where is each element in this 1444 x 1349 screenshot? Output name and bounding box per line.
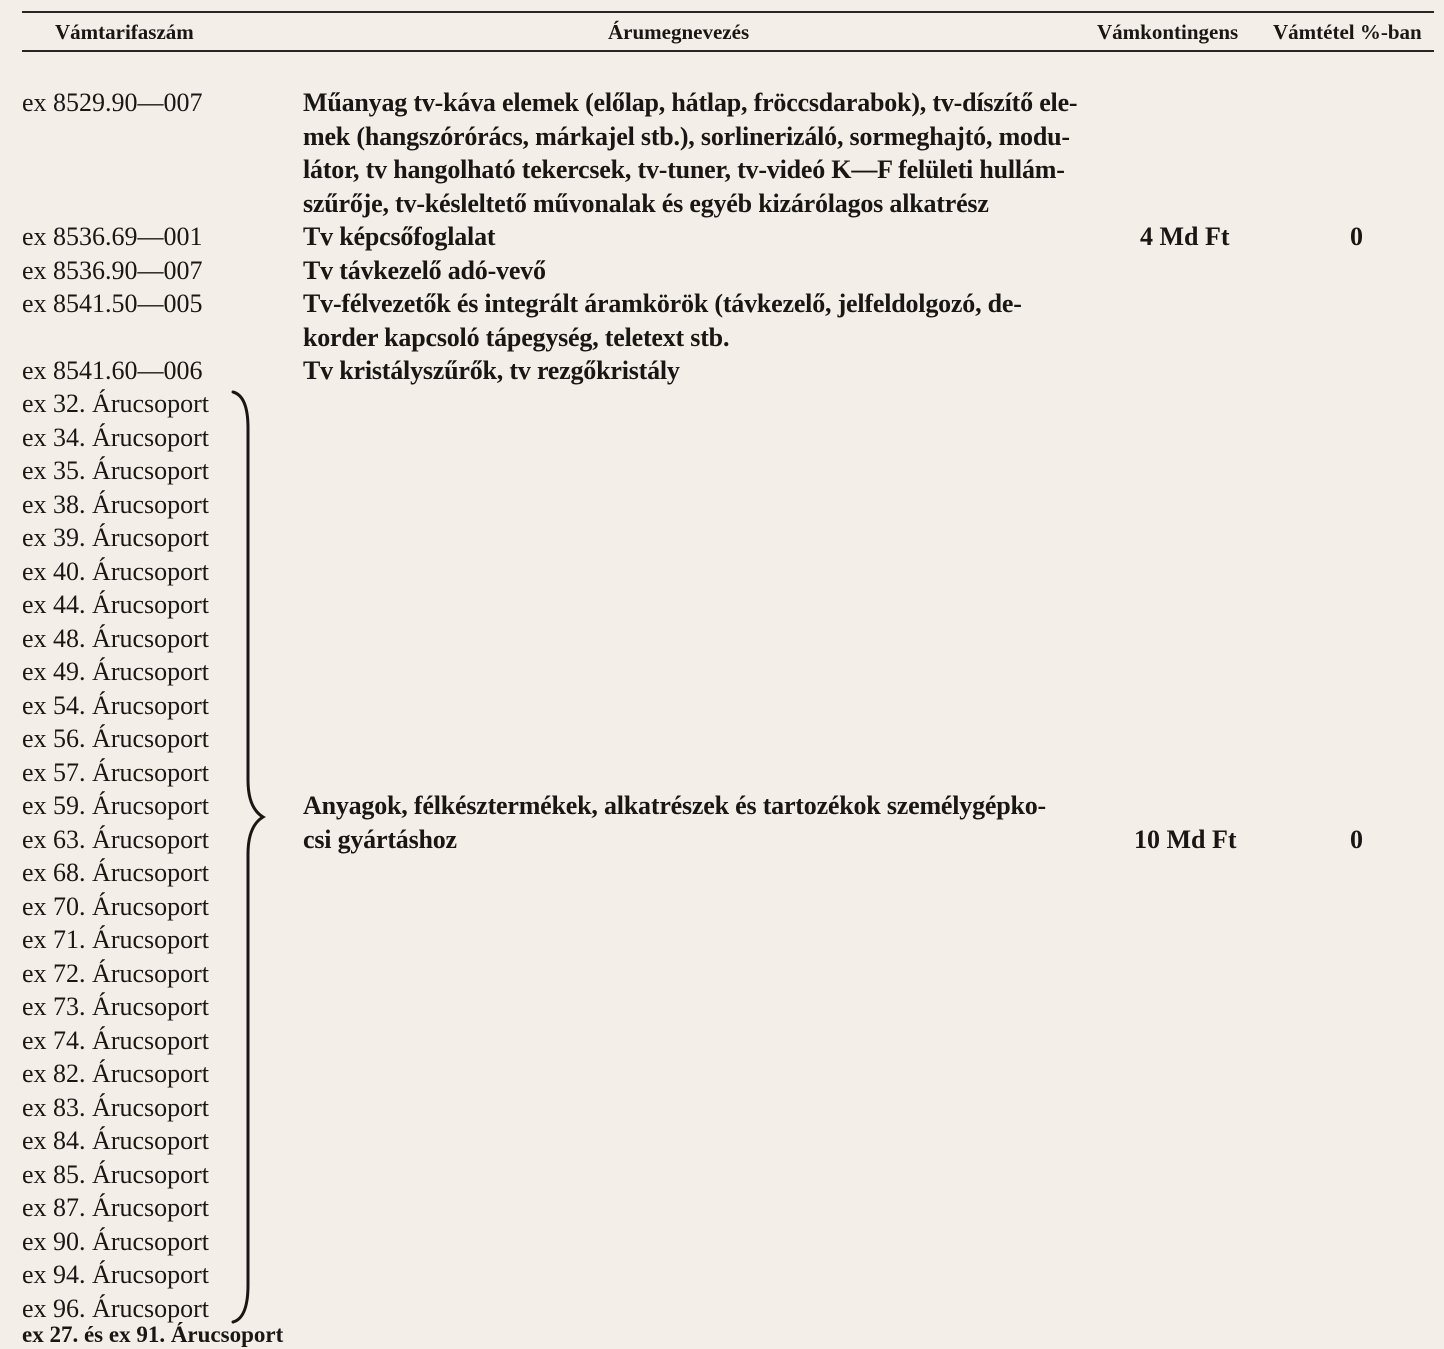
tariff-code: ex 8536.90—007 — [22, 255, 203, 285]
group-code: ex 82. Árucsoport — [22, 1059, 210, 1088]
description-line: szűrője, tv-késleltető művonalak és egyéb kizárólagos alkatrész — [303, 188, 989, 218]
header-rule — [22, 50, 1434, 52]
tariff-code: ex 8541.60—006 — [22, 356, 203, 385]
group-code: ex 57. Árucsoport — [22, 757, 210, 787]
group-code: ex 44. Árucsoport — [22, 590, 210, 619]
tariff-code: ex 8536.69—001 — [22, 222, 203, 251]
group-code: ex 39. Árucsoport — [22, 523, 210, 552]
tariff-code: ex 8541.50—005 — [22, 289, 203, 318]
group-code: ex 38. Árucsoport — [22, 489, 210, 519]
header-rate: Vámtétel %-ban — [1273, 20, 1422, 44]
top-rule — [22, 11, 1434, 13]
description-line: Tv képcsőfoglalat — [303, 222, 496, 251]
group-code: ex 40. Árucsoport — [22, 556, 210, 586]
curly-brace — [230, 390, 270, 1325]
group-code: ex 85. Árucsoport — [22, 1159, 210, 1189]
group-code: ex 94. Árucsoport — [22, 1260, 210, 1289]
rate-value: 0 — [1350, 824, 1363, 854]
group-code: ex 96. Árucsoport — [22, 1293, 210, 1323]
description-line: korder kapcsoló tápegység, teletext stb. — [303, 322, 730, 352]
group-code: ex 72. Árucsoport — [22, 958, 210, 988]
group-code: ex 54. Árucsoport — [22, 690, 210, 720]
group-code: ex 59. Árucsoport — [22, 791, 210, 820]
description-line: Tv kristályszűrők, tv rezgőkristály — [303, 356, 680, 385]
group-code: ex 74. Árucsoport — [22, 1025, 210, 1055]
description-line: Műanyag tv-káva elemek (előlap, hátlap, fröccsdarabok), tv-díszítő ele- — [303, 88, 1078, 117]
group-code: ex 32. Árucsoport — [22, 389, 210, 418]
group-code: ex 63. Árucsoport — [22, 824, 210, 854]
group-code: ex 34. Árucsoport — [22, 422, 210, 452]
group-code: ex 56. Árucsoport — [22, 724, 210, 753]
group-code: ex 35. Árucsoport — [22, 456, 210, 485]
description-line: látor, tv hangolható tekercsek, tv-tuner, tv-videó K—F felületi hullám- — [303, 155, 1065, 184]
description-line: Anyagok, félkésztermékek, alkatrészek és tartozékok személygépko- — [303, 791, 1047, 820]
group-code: ex 71. Árucsoport — [22, 925, 210, 954]
description-line: csi gyártáshoz — [303, 824, 457, 854]
tariff-code: ex 8529.90—007 — [22, 88, 203, 117]
description-line: Tv-félvezetők és integrált áramkörök (távkezelő, jelfeldolgozó, de- — [303, 289, 1022, 318]
description-line: mek (hangszórórács, márkajel stb.), sorlinerizáló, sormeghajtó, modu- — [303, 121, 1070, 151]
group-code: ex 49. Árucsoport — [22, 657, 210, 686]
description-line: Tv távkezelő adó-vevő — [303, 255, 546, 285]
group-code: ex 84. Árucsoport — [22, 1126, 210, 1155]
header-code: Vámtarifaszám — [55, 20, 194, 44]
group-code: ex 73. Árucsoport — [22, 992, 210, 1021]
footer-line: ex 27. és ex 91. Árucsoport — [22, 1322, 284, 1347]
rate-value: 0 — [1350, 222, 1363, 251]
quota-value: 10 Md Ft — [1134, 824, 1237, 854]
header-desc: Árumegnevezés — [608, 20, 750, 44]
group-code: ex 70. Árucsoport — [22, 891, 210, 921]
quota-value: 4 Md Ft — [1140, 222, 1230, 251]
group-code: ex 83. Árucsoport — [22, 1092, 210, 1122]
group-code: ex 68. Árucsoport — [22, 858, 210, 887]
group-code: ex 48. Árucsoport — [22, 623, 210, 653]
group-code: ex 87. Árucsoport — [22, 1193, 210, 1222]
group-code: ex 90. Árucsoport — [22, 1226, 210, 1256]
header-quota: Vámkontingens — [1097, 20, 1239, 44]
